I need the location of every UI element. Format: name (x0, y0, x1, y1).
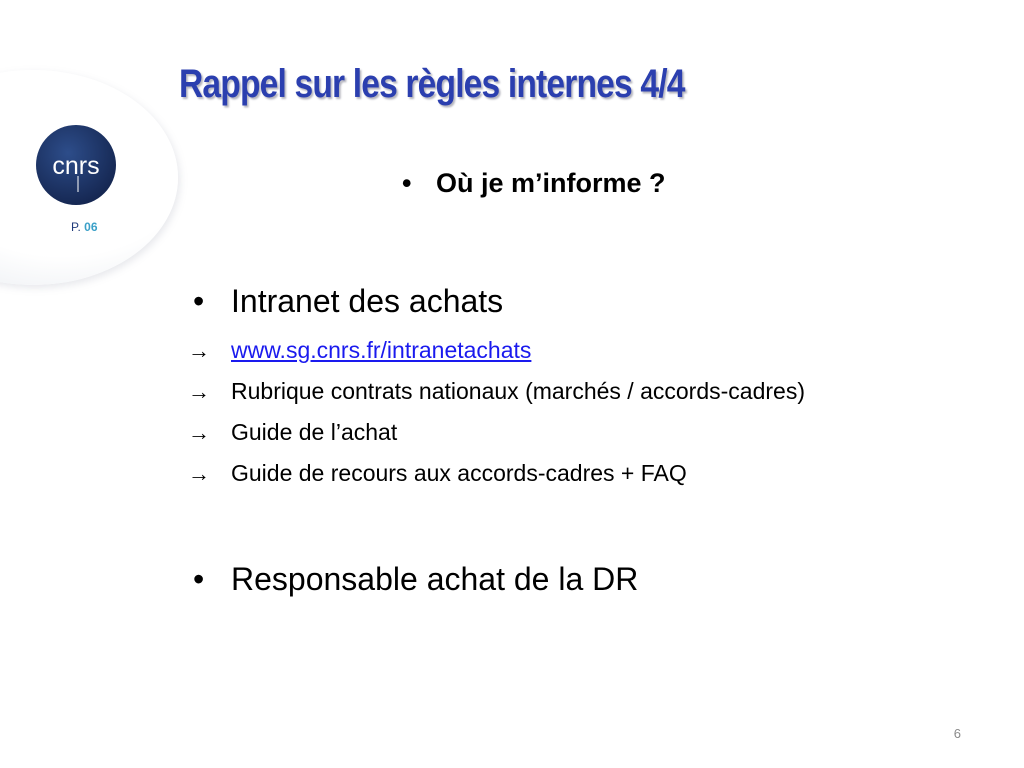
intranet-link[interactable]: www.sg.cnrs.fr/intranetachats (231, 337, 532, 363)
subtitle: Où je m’informe ? (436, 168, 666, 198)
bullet-icon: • (402, 168, 412, 198)
arrow-right-icon: → (188, 461, 210, 486)
arrow-right-icon: → (188, 420, 210, 445)
slide-number: 6 (953, 726, 961, 741)
page-label-prefix: P. (71, 220, 81, 234)
subtitle-row (402, 168, 666, 199)
list-item (188, 460, 687, 487)
page-label (71, 220, 98, 234)
list-item (188, 337, 531, 364)
svg-text:cnrs: cnrs (52, 152, 100, 180)
arrow-right-icon: → (188, 379, 210, 404)
list-item (188, 378, 805, 405)
bullet-icon: • (193, 561, 205, 597)
list-item-text: Guide de l’achat (231, 419, 398, 445)
section2-heading: Responsable achat de la DR (231, 561, 639, 597)
list-item-text: Rubrique contrats nationaux (marchés / accords-cadres) (231, 378, 805, 404)
arrow-right-icon: → (188, 338, 210, 363)
page-label-number: 06 (84, 220, 98, 234)
section1-heading: Intranet des achats (231, 283, 504, 319)
section1-bullet (193, 283, 503, 320)
list-item-text: Guide de recours aux accords-cadres + FAQ (231, 460, 687, 486)
slide-title: Rappel sur les règles internes 4/4 (179, 62, 685, 106)
bullet-icon: • (193, 283, 205, 319)
section2-bullet (193, 561, 638, 598)
list-item (188, 419, 397, 446)
cnrs-logo-icon (35, 124, 117, 206)
